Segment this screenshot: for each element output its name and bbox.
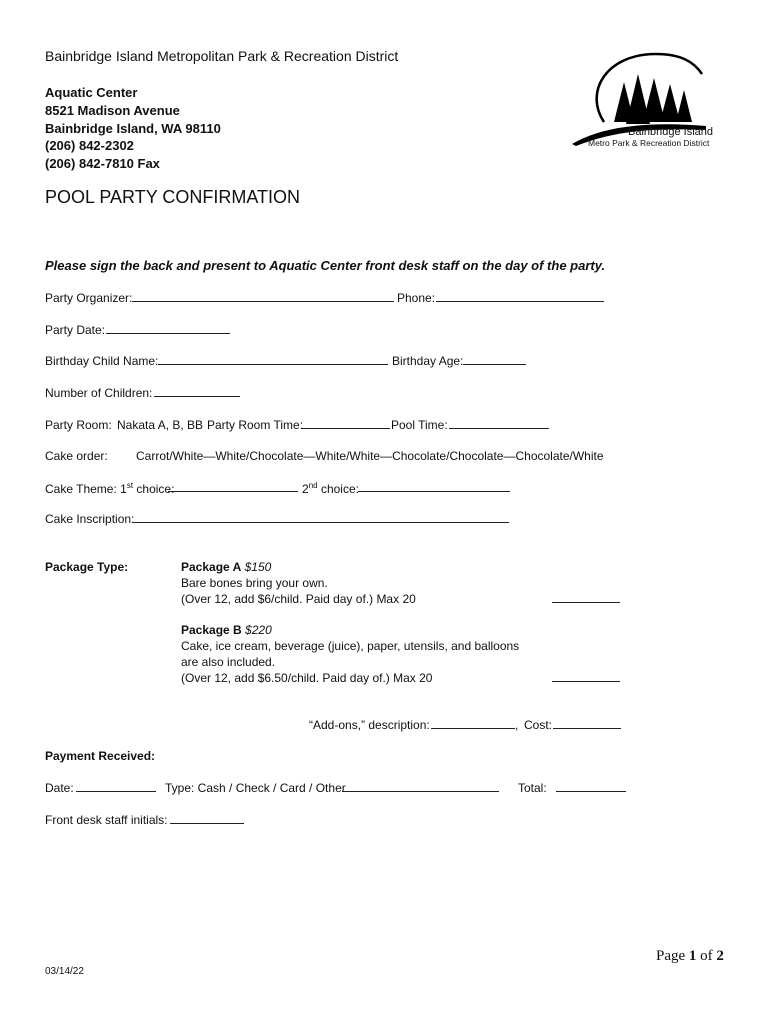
birthday-age-label: Birthday Age:	[392, 354, 464, 368]
page-title: POOL PARTY CONFIRMATION	[45, 187, 301, 207]
cake-theme-2-row	[302, 481, 359, 496]
package-b-field[interactable]	[552, 671, 620, 682]
cake-theme-choice2: choice:	[320, 482, 359, 496]
payment-date-field[interactable]	[76, 781, 156, 792]
package-a-desc: Bare bones bring your own.	[181, 576, 328, 590]
package-a-heading	[181, 560, 271, 574]
addons-label: “Add-ons,” description:	[309, 718, 430, 732]
address-line-2: Bainbridge Island, WA 98110	[45, 121, 221, 136]
party-organizer-field[interactable]	[132, 291, 394, 302]
room-time-field[interactable]	[302, 418, 390, 429]
phone-number: (206) 842-2302	[45, 138, 134, 153]
payment-total-field[interactable]	[556, 781, 626, 792]
cake-order-label: Cake order:	[45, 449, 108, 463]
phone-label: Phone:	[397, 291, 436, 305]
package-type-label: Package Type:	[45, 560, 129, 574]
cake-inscription-label: Cake Inscription:	[45, 512, 135, 526]
center-name: Aquatic Center	[45, 85, 138, 100]
party-date-field[interactable]	[106, 323, 230, 334]
page-word: Page	[656, 948, 686, 964]
fax-number: (206) 842-7810 Fax	[45, 156, 160, 171]
payment-type-label: Type: Cash / Check / Card / Other	[165, 781, 346, 795]
pool-time-label: Pool Time:	[391, 418, 448, 432]
child-name-field[interactable]	[158, 354, 388, 365]
room-time-label: Party Room Time:	[207, 418, 304, 432]
party-organizer-label: Party Organizer:	[45, 291, 133, 305]
cake-theme-1-field[interactable]	[168, 481, 298, 492]
addons-comma: ,	[515, 718, 519, 732]
staff-initials-field[interactable]	[170, 813, 244, 824]
package-b-terms: (Over 12, add $6.50/child. Paid day of.) Max 20	[181, 671, 433, 685]
page-number	[656, 948, 724, 965]
birthday-age-field[interactable]	[463, 354, 526, 365]
package-a-name: Package A	[181, 560, 242, 574]
instruction-text: Please sign the back and present to Aquatic Center front desk staff on the day of the party.	[45, 258, 606, 273]
cake-theme2-num: 2	[302, 482, 309, 496]
park-district-logo	[566, 52, 716, 152]
package-b-price: $220	[245, 623, 272, 637]
page-total: 2	[716, 948, 724, 964]
cake-inscription-field[interactable]	[133, 512, 509, 523]
payment-date-label: Date:	[45, 781, 74, 795]
party-room-label: Party Room:	[45, 418, 112, 432]
num-children-field[interactable]	[154, 386, 240, 397]
package-a-price: $150	[244, 560, 272, 574]
cake-theme-label: Cake Theme: 1	[45, 482, 127, 496]
package-b-desc-1: Cake, ice cream, beverage (juice), paper, utensils, and balloons	[181, 639, 520, 653]
cost-field[interactable]	[553, 718, 621, 729]
cake-theme-sup1: st	[126, 481, 134, 490]
package-b-heading	[181, 623, 272, 637]
num-children-label: Number of Children:	[45, 386, 153, 400]
cake-theme-row	[45, 481, 174, 496]
staff-initials-label: Front desk staff initials:	[45, 813, 168, 827]
payment-total-label: Total:	[518, 781, 547, 795]
address-line-1: 8521 Madison Avenue	[45, 103, 180, 118]
cake-order-options: Carrot/White—White/Chocolate—White/White—Chocolate/Chocolate—Chocolate/White	[136, 449, 604, 463]
payment-received-label: Payment Received:	[45, 749, 156, 763]
cost-label: Cost:	[524, 718, 553, 732]
payment-type-field[interactable]	[342, 781, 499, 792]
org-name: Bainbridge Island Metropolitan Park & Recreation District	[45, 48, 399, 64]
package-a-terms: (Over 12, add $6/child. Paid day of.) Max 20	[181, 592, 416, 606]
cake-theme-sup2: nd	[308, 481, 318, 490]
child-name-label: Birthday Child Name:	[45, 354, 159, 368]
pool-time-field[interactable]	[449, 418, 549, 429]
page-of: of	[700, 948, 713, 964]
logo-text-2: Metro Park & Recreation District	[588, 138, 710, 148]
logo-text-1: Bainbridge Island	[628, 126, 714, 138]
cake-theme-2-field[interactable]	[358, 481, 510, 492]
addons-field[interactable]	[431, 718, 515, 729]
party-room-value: Nakata A, B, BB	[117, 418, 204, 432]
package-b-name: Package B	[181, 623, 242, 637]
page-current: 1	[688, 948, 697, 964]
revision-date: 03/14/22	[45, 966, 84, 977]
party-date-label: Party Date:	[45, 323, 106, 337]
phone-field[interactable]	[436, 291, 604, 302]
cake-theme-choice1: choice:	[136, 482, 175, 496]
package-b-desc-2: are also included.	[181, 655, 276, 669]
package-a-field[interactable]	[552, 592, 620, 603]
